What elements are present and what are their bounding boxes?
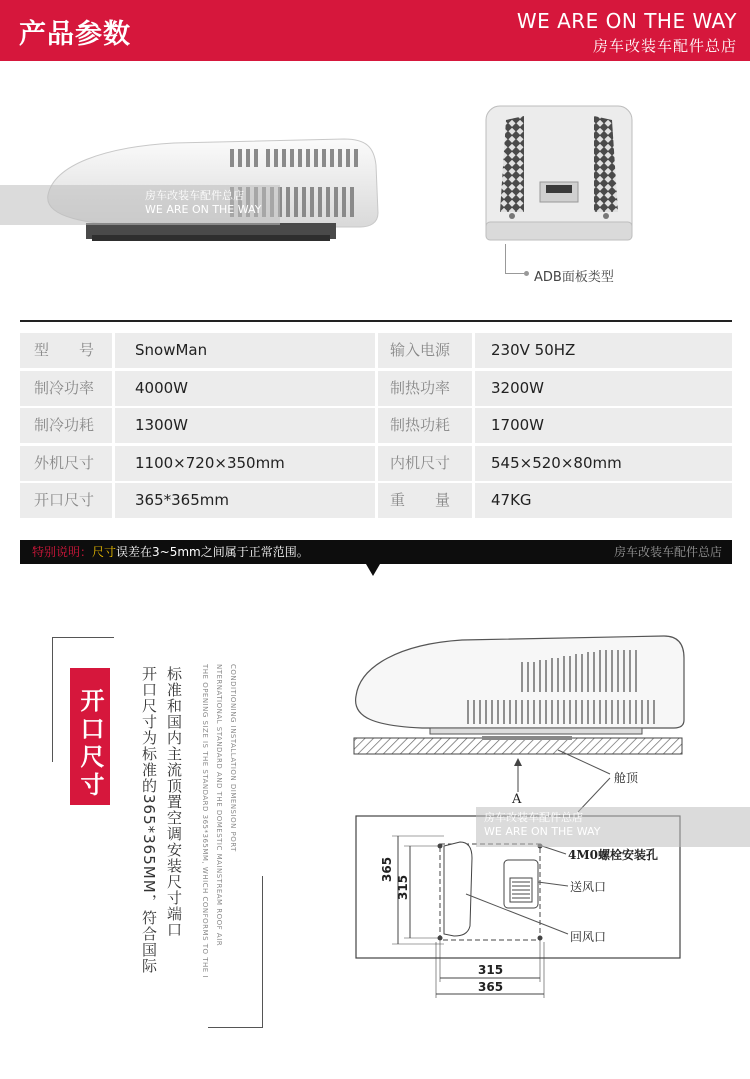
bolt-hole-label: 4M0螺栓安装孔 xyxy=(568,848,658,862)
spec-value: 545×520×80mm xyxy=(475,446,732,481)
return-vent-label: 回风口 xyxy=(570,930,607,944)
note-shop-name: 房车改装车配件总店 xyxy=(613,545,722,559)
panel-callout-dot xyxy=(524,271,529,276)
table-row xyxy=(20,371,732,409)
note-pointer xyxy=(366,564,380,576)
table-top-rule xyxy=(20,320,732,322)
spec-value: 230V 50HZ xyxy=(475,333,732,368)
spec-table xyxy=(20,333,732,521)
header-banner xyxy=(0,0,750,61)
supply-vent-label: 送风口 xyxy=(570,880,607,894)
opening-size-tag: 开口尺寸 xyxy=(70,668,110,805)
panel-type-label: ADB面板类型 xyxy=(534,270,614,285)
spec-label: 外机尺寸 xyxy=(20,446,112,481)
watermark-cn: 房车改装车配件总店 xyxy=(484,811,583,824)
opening-desc-en-1: CONDITIONING INSTALLATION DIMENSION PORT xyxy=(229,664,237,852)
spec-label: 输入电源 xyxy=(378,333,472,368)
watermark-en: WE ARE ON THE WAY xyxy=(145,203,262,216)
table-row xyxy=(20,408,732,446)
frame-line-top xyxy=(52,637,114,638)
watermark-en: WE ARE ON THE WAY xyxy=(484,825,601,838)
spec-value: 365*365mm xyxy=(115,483,375,518)
frame-line-bottom xyxy=(208,1027,263,1028)
table-row xyxy=(20,446,732,484)
product-panel-image xyxy=(484,104,634,244)
header-slogan-en: WE ARE ON THE WAY xyxy=(516,9,737,33)
header-slogan-cn: 房车改装车配件总店 xyxy=(592,37,737,55)
frame-line-left xyxy=(52,637,53,762)
page-title: 产品参数 xyxy=(19,19,131,50)
roof-label: 舱顶 xyxy=(614,771,639,785)
spec-value: 1300W xyxy=(115,408,375,443)
spec-value: 4000W xyxy=(115,371,375,406)
watermark-bottom xyxy=(476,807,750,847)
spec-value: 47KG xyxy=(475,483,732,518)
spec-value: 1100×720×350mm xyxy=(115,446,375,481)
dim-inner-horizontal: 315 xyxy=(478,963,504,977)
note-bar xyxy=(20,540,732,564)
spec-value: 3200W xyxy=(475,371,732,406)
table-row xyxy=(20,333,732,371)
spec-label: 开口尺寸 xyxy=(20,483,112,518)
watermark-cn: 房车改装车配件总店 xyxy=(145,189,244,202)
opening-desc-line-1: 开口尺寸为标准的365*365MM，符合国际 xyxy=(140,666,158,974)
spec-label: 制热功耗 xyxy=(378,408,472,443)
spec-value: 1700W xyxy=(475,408,732,443)
spec-label: 重 量 xyxy=(378,483,472,518)
spec-label: 型 号 xyxy=(20,333,112,368)
dim-outer-horizontal: 365 xyxy=(478,980,504,994)
frame-line-right xyxy=(262,876,263,1028)
dim-outer-vertical: 365 xyxy=(380,856,394,882)
spec-label: 制冷功率 xyxy=(20,371,112,406)
note-text: 误差在3~5mm之间属于正常范围。 xyxy=(116,545,309,559)
watermark-top xyxy=(0,185,280,225)
view-a-label: A xyxy=(512,792,522,807)
opening-desc-en-2: NTERNATIONAL STANDARD AND THE DOMESTIC MAINSTREAM ROOF AIR xyxy=(215,664,223,947)
note-keyword: 尺寸 xyxy=(92,545,117,559)
table-row xyxy=(20,483,732,521)
panel-callout-line xyxy=(505,244,527,274)
opening-desc-line-2: 标准和国内主流顶置空调安装尺寸端口 xyxy=(165,666,183,938)
spec-label: 制冷功耗 xyxy=(20,408,112,443)
dim-inner-vertical: 315 xyxy=(396,874,410,900)
spec-label: 制热功率 xyxy=(378,371,472,406)
note-prefix: 特别说明： xyxy=(32,545,93,559)
spec-value: SnowMan xyxy=(115,333,375,368)
opening-desc-en-3: THE OPENING SIZE IS THE STANDARD 365*365MM, WHICH CONFORMS TO THE I xyxy=(201,664,209,979)
spec-label: 内机尺寸 xyxy=(378,446,472,481)
